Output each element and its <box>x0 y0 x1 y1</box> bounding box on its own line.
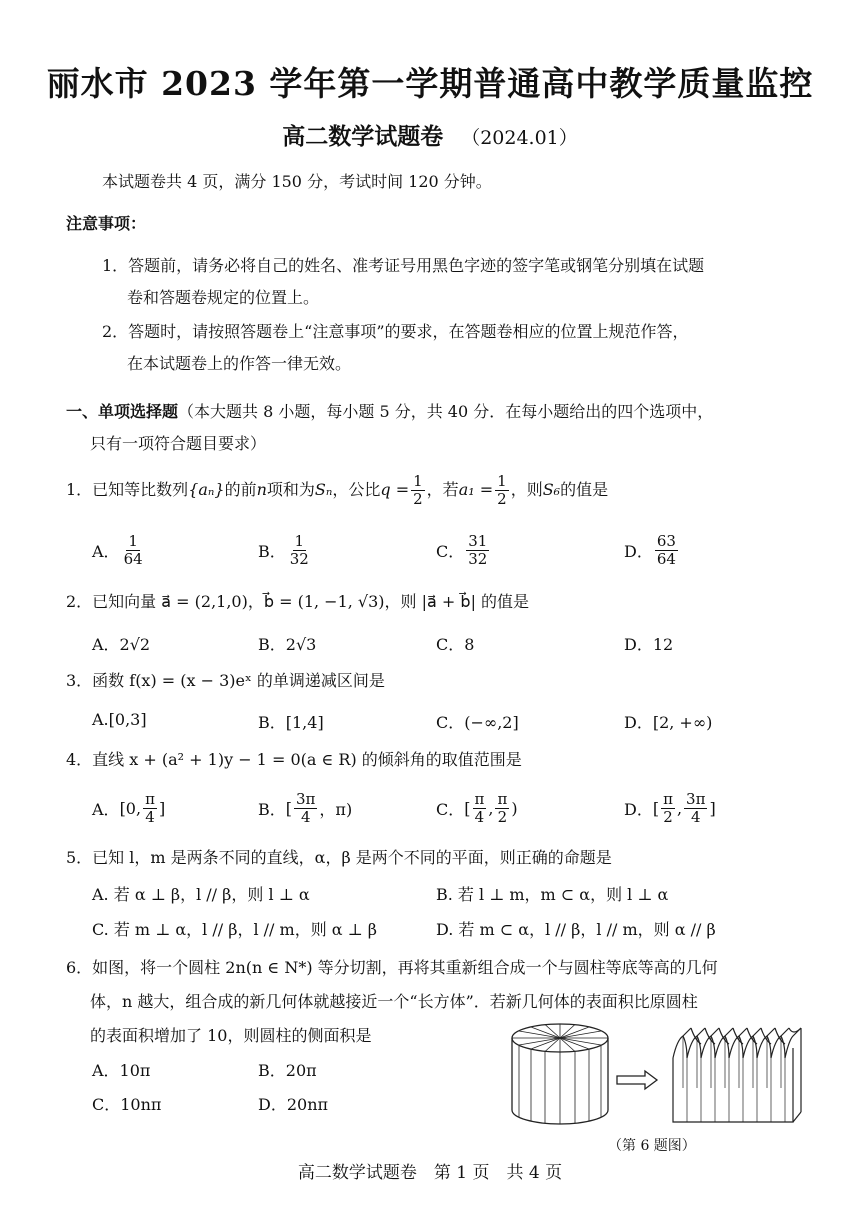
q2-option-b[interactable]: B．2√3 <box>258 635 317 654</box>
notes-heading: 注意事项： <box>66 214 147 233</box>
option-label: D． <box>624 799 653 819</box>
option-mid: , <box>488 798 494 818</box>
frac-num: 3π <box>296 789 316 808</box>
option-post: ] <box>709 798 716 818</box>
q2-option-c[interactable]: C．8 <box>436 635 475 654</box>
option-label: A． <box>92 541 120 561</box>
option-label: D． <box>624 541 653 561</box>
q1-a1: a₁ = <box>458 480 494 499</box>
frac-den: 32 <box>468 549 488 568</box>
option-fraction <box>143 791 157 826</box>
frac-num: π <box>474 789 485 808</box>
note-1-cont: 卷和答题卷规定的位置上。 <box>127 288 320 307</box>
frac-den: 2 <box>497 807 508 826</box>
q1-text-e: ，若 <box>426 480 459 499</box>
frac-den: 4 <box>145 807 155 826</box>
q1-n: n <box>256 480 267 499</box>
q6-figure <box>505 1018 815 1133</box>
q1-sn: Sₙ <box>314 480 333 499</box>
frac-num: 1 <box>294 531 305 550</box>
q5-option-d[interactable]: D. 若 m ⊂ α，l // β，l // m，则 α // β <box>436 920 716 939</box>
frac-den: 4 <box>690 807 701 826</box>
option-fraction <box>655 533 678 568</box>
option-fraction <box>288 533 311 568</box>
q6-option-d[interactable]: D．20nπ <box>258 1095 329 1114</box>
section1-desc: （本大题共 8 小题，每小题 5 分，共 40 分．在每小题给出的四个选项中， <box>178 402 714 421</box>
q6-line-3: 的表面积增加了 10，则圆柱的侧面积是 <box>90 1026 372 1045</box>
q1-a1-fraction <box>495 473 509 508</box>
section1-header <box>66 402 713 422</box>
note-2: 2．答题时，请按照答题卷上“注意事项”的要求，在答题卷相应的位置上规范作答， <box>102 322 689 341</box>
frac-num: 3π <box>686 789 706 808</box>
section1-label: 一、单项选择题 <box>66 402 179 421</box>
q1-option-b[interactable] <box>258 530 313 570</box>
option-pre: [ <box>464 798 471 818</box>
q1-stem <box>66 470 608 510</box>
note-2-cont: 在本试题卷上的作答一律无效。 <box>127 354 352 373</box>
exam-date: （2024.01） <box>461 127 578 149</box>
q2-stem: 2．已知向量 a⃗ = (2,1,0)，b⃗ = (1, −1, √3)，则 |a⃗ + b⃗| 的值是 <box>66 592 530 611</box>
page-footer: 高二数学试题卷 第 1 页 共 4 页 <box>297 1163 563 1183</box>
option-post: ) <box>511 798 518 818</box>
frac-den: 64 <box>123 549 143 568</box>
q4-option-b[interactable] <box>258 788 352 828</box>
note-1: 1．答题前，请务必将自己的姓名、准考证号用黑色字迹的签字笔或钢笔分别填在试题 <box>102 256 705 275</box>
option-fraction <box>473 791 487 826</box>
q6-line-2: 体，n 越大，组合成的新几何体就越接近一个“长方体”．若新几何体的表面积比原圆柱 <box>90 992 698 1011</box>
exam-title: 丽水市 2023 学年第一学期普通高中教学质量监控 <box>46 64 814 103</box>
frac-num: 1 <box>497 471 507 490</box>
frac-num: 1 <box>128 531 138 550</box>
q1-text-c: 项和为 <box>266 480 315 499</box>
option-label: A． <box>92 799 120 819</box>
q1-s6: S₆ <box>542 480 561 499</box>
q6-option-a[interactable]: A．10π <box>92 1061 151 1080</box>
option-label: C． <box>436 541 465 561</box>
q4-stem: 4．直线 x + (a² + 1)y − 1 = 0(a ∈ R) 的倾斜角的取值范围是 <box>66 750 522 769</box>
frac-num: π <box>145 789 155 808</box>
q1-text-d: ，公比 <box>332 480 381 499</box>
option-label: B． <box>258 799 286 819</box>
frac-num: π <box>663 789 673 808</box>
q1-option-a[interactable] <box>92 530 147 570</box>
option-pre: [ <box>285 798 293 818</box>
frac-den: 2 <box>413 489 423 508</box>
q3-option-b[interactable]: B．[1,4] <box>258 713 324 732</box>
frac-den: 4 <box>300 807 311 826</box>
option-mid: , <box>676 798 683 818</box>
q5-stem: 5．已知 l，m 是两条不同的直线，α，β 是两个不同的平面，则正确的命题是 <box>66 848 612 867</box>
q1-q: q = <box>380 480 410 499</box>
q1-option-c[interactable] <box>436 530 491 570</box>
exam-subtitle <box>0 118 860 151</box>
q1-text-a: 1．已知等比数列 <box>66 480 189 499</box>
option-fraction-2 <box>684 791 707 826</box>
arrow-icon <box>617 1071 657 1089</box>
option-fraction <box>661 791 675 826</box>
option-post: ] <box>158 798 166 818</box>
frac-den: 4 <box>474 807 485 826</box>
frac-num: 63 <box>656 531 676 550</box>
frac-den: 32 <box>289 549 309 568</box>
q2-option-d[interactable]: D．12 <box>624 635 674 654</box>
option-post: ，π) <box>319 799 353 819</box>
option-pre: [ <box>652 798 660 818</box>
q1-option-d[interactable] <box>624 530 680 570</box>
option-fraction <box>122 533 145 568</box>
option-label: B． <box>258 541 286 561</box>
q3-option-c[interactable]: C．(−∞,2] <box>436 713 519 732</box>
frac-num: π <box>497 789 508 808</box>
q5-option-c[interactable]: C. 若 m ⊥ α，l // β，l // m，则 α ⊥ β <box>92 920 378 939</box>
q5-option-a[interactable]: A. 若 α ⊥ β，l // β，则 l ⊥ α <box>92 885 310 904</box>
q3-option-d[interactable]: D．[2, +∞) <box>624 713 713 732</box>
q4-option-a[interactable] <box>92 788 165 828</box>
option-pre: [0, <box>119 798 142 818</box>
q6-line-1: 6．如图，将一个圆柱 2n(n ∈ N*) 等分切割，再将其重新组合成一个与圆柱等底等高的几何 <box>66 958 718 977</box>
rearranged-solid-figure <box>673 1028 801 1122</box>
q1-text-g: 的值是 <box>560 480 609 499</box>
frac-den: 2 <box>663 807 673 826</box>
option-fraction <box>466 533 489 568</box>
q6-option-c[interactable]: C．10nπ <box>92 1095 162 1114</box>
cylinder-figure <box>512 1024 608 1124</box>
figure-caption: （第 6 题图） <box>608 1138 696 1154</box>
frac-den: 64 <box>656 549 676 568</box>
q1-text-f: ，则 <box>510 480 543 499</box>
frac-den: 2 <box>497 489 507 508</box>
option-label: C． <box>436 799 465 819</box>
q6-option-b[interactable]: B．20π <box>258 1061 317 1080</box>
frac-num: 31 <box>468 531 488 550</box>
section1-desc-cont: 只有一项符合题目要求） <box>90 434 267 453</box>
q1-q-fraction <box>411 473 425 508</box>
frac-num: 1 <box>413 471 423 490</box>
q3-option-a[interactable]: A.[0,3] <box>92 710 147 729</box>
q4-option-d[interactable] <box>624 788 716 828</box>
q1-text-b: 的前 <box>224 480 257 499</box>
q5-option-b[interactable]: B. 若 l ⊥ m，m ⊂ α，则 l ⊥ α <box>436 885 669 904</box>
q2-option-a[interactable]: A．2√2 <box>92 635 151 654</box>
intro-text: 本试题卷共 4 页，满分 150 分，考试时间 120 分钟。 <box>102 172 492 191</box>
option-fraction-2 <box>495 791 509 826</box>
subtitle-text: 高二数学试题卷 <box>282 123 444 150</box>
q3-stem: 3．函数 f(x) = (x − 3)eˣ 的单调递减区间是 <box>66 671 385 690</box>
q1-sequence: {aₙ} <box>188 480 225 499</box>
option-fraction <box>294 791 317 826</box>
q4-option-c[interactable] <box>436 788 518 828</box>
